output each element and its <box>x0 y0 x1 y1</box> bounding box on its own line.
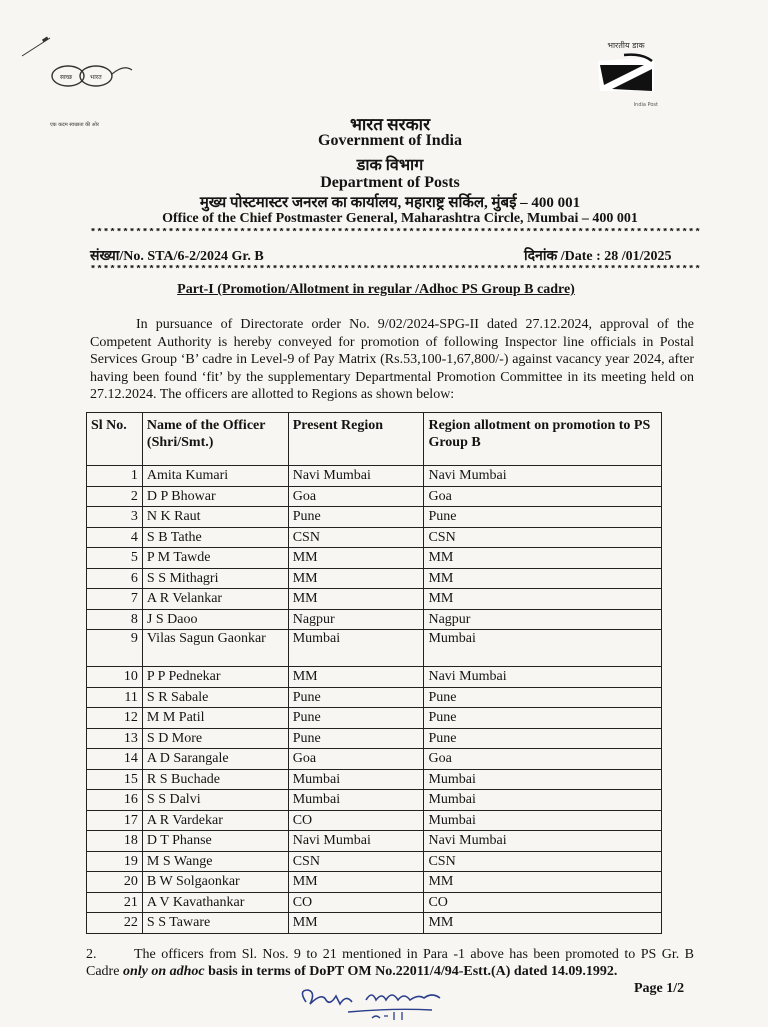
cell-present-region: CO <box>288 892 424 913</box>
cell-sl-no: 3 <box>87 507 143 528</box>
cell-sl-no: 21 <box>87 892 143 913</box>
cell-present-region: Navi Mumbai <box>288 466 424 487</box>
cell-sl-no: 22 <box>87 913 143 934</box>
cell-present-region: MM <box>288 872 424 893</box>
table-row <box>87 687 662 708</box>
cell-officer-name: B W Solgaonkar <box>142 872 288 893</box>
cell-region-allotment: CSN <box>424 527 662 548</box>
cell-sl-no: 18 <box>87 831 143 852</box>
cell-officer-name: Amita Kumari <box>142 466 288 487</box>
cell-present-region: MM <box>288 667 424 688</box>
table-row <box>87 630 662 667</box>
cell-region-allotment: CSN <box>424 851 662 872</box>
cell-officer-name: R S Buchade <box>142 769 288 790</box>
cell-sl-no: 5 <box>87 548 143 569</box>
cell-officer-name: Vilas Sagun Gaonkar <box>142 630 288 667</box>
signature-scribble-icon <box>292 982 462 1022</box>
table-row <box>87 872 662 893</box>
table-row <box>87 708 662 729</box>
cell-present-region: MM <box>288 589 424 610</box>
india-post-logo <box>594 40 658 108</box>
cell-region-allotment: MM <box>424 913 662 934</box>
reference-date: दिनांक /Date : 28 /01/2025 <box>524 249 672 264</box>
cell-region-allotment: Nagpur <box>424 609 662 630</box>
cell-sl-no: 1 <box>87 466 143 487</box>
cell-sl-no: 8 <box>87 609 143 630</box>
table-body <box>87 466 662 934</box>
cell-officer-name: P M Tawde <box>142 548 288 569</box>
allotment-table <box>86 412 662 934</box>
cell-officer-name: S S Taware <box>142 913 288 934</box>
cell-sl-no: 15 <box>87 769 143 790</box>
cell-present-region: Goa <box>288 486 424 507</box>
header-govt-english: Government of India <box>318 132 462 149</box>
cell-officer-name: A D Sarangale <box>142 749 288 770</box>
cell-region-allotment: Navi Mumbai <box>424 831 662 852</box>
table-row <box>87 609 662 630</box>
table-row <box>87 527 662 548</box>
cell-officer-name: D T Phanse <box>142 831 288 852</box>
cell-officer-name: P P Pednekar <box>142 667 288 688</box>
table-row <box>87 486 662 507</box>
cell-officer-name: J S Daoo <box>142 609 288 630</box>
cell-sl-no: 17 <box>87 810 143 831</box>
cell-region-allotment: Pune <box>424 507 662 528</box>
table-row <box>87 851 662 872</box>
cell-sl-no: 2 <box>87 486 143 507</box>
header-present-region: Present Region <box>288 413 424 466</box>
header-office-english: Office of the Chief Postmaster General, Maharashtra Circle, Mumbai – 400 001 <box>162 211 638 226</box>
cell-present-region: MM <box>288 548 424 569</box>
table-row <box>87 667 662 688</box>
cell-present-region: Pune <box>288 708 424 729</box>
cell-officer-name: S S Mithagri <box>142 568 288 589</box>
cell-region-allotment: Mumbai <box>424 769 662 790</box>
table-row <box>87 728 662 749</box>
cell-region-allotment: MM <box>424 548 662 569</box>
cell-present-region: CO <box>288 810 424 831</box>
header-dept-hindi: डाक विभाग <box>356 157 424 174</box>
cell-present-region: CSN <box>288 527 424 548</box>
cell-region-allotment: MM <box>424 589 662 610</box>
cell-sl-no: 13 <box>87 728 143 749</box>
swachh-tagline: एक कदम स्वच्छता की ओर <box>50 122 99 128</box>
cell-region-allotment: Mumbai <box>424 630 662 667</box>
cell-region-allotment: Pune <box>424 708 662 729</box>
cell-sl-no: 16 <box>87 790 143 811</box>
cell-present-region: Navi Mumbai <box>288 831 424 852</box>
cell-region-allotment: CO <box>424 892 662 913</box>
para-2-text-1: The officers from Sl. Nos. 9 to 21 mentioned in Para -1 above has been promoted to PS Gr. B Cadre <box>86 947 694 979</box>
cell-region-allotment: Mumbai <box>424 790 662 811</box>
india-post-hindi-label: भारतीय डाक <box>607 41 645 50</box>
header-officer-name: Name of the Officer (Shri/Smt.) <box>142 413 288 466</box>
table-row <box>87 589 662 610</box>
star-divider-bottom: ********************************************************************************************** <box>90 265 702 276</box>
india-post-emblem-icon <box>594 51 658 97</box>
cell-sl-no: 19 <box>87 851 143 872</box>
table-row <box>87 810 662 831</box>
cell-present-region: Mumbai <box>288 790 424 811</box>
cell-sl-no: 14 <box>87 749 143 770</box>
table-row <box>87 913 662 934</box>
table-row <box>87 790 662 811</box>
table-row <box>87 466 662 487</box>
cell-officer-name: S R Sabale <box>142 687 288 708</box>
table-row <box>87 749 662 770</box>
cell-officer-name: D P Bhowar <box>142 486 288 507</box>
reference-number: संख्या/No. STA/6-2/2024 Gr. B <box>90 249 264 264</box>
part-title: Part-I (Promotion/Allotment in regular /Adhoc PS Group B cadre) <box>177 282 575 297</box>
cell-sl-no: 7 <box>87 589 143 610</box>
logo-left-text-1: स्वच्छ <box>60 74 73 81</box>
cell-officer-name: M S Wange <box>142 851 288 872</box>
cell-officer-name: A R Vardekar <box>142 810 288 831</box>
para-2-emphasis: only on adhoc <box>122 964 205 979</box>
para-2 <box>86 946 694 980</box>
cell-region-allotment: Navi Mumbai <box>424 667 662 688</box>
cell-sl-no: 9 <box>87 630 143 667</box>
cell-present-region: Pune <box>288 728 424 749</box>
table-row <box>87 548 662 569</box>
logo-left-text-2: भारत <box>90 74 102 81</box>
para-2-text-2: basis in terms of DoPT OM No.22011/4/94-Estt.(A) dated 14.09.1992. <box>204 964 618 979</box>
star-divider-top: ********************************************************************************************** <box>90 228 702 239</box>
cell-present-region: MM <box>288 568 424 589</box>
cell-officer-name: A V Kavathankar <box>142 892 288 913</box>
india-post-english-label: India Post <box>633 102 658 108</box>
header-office-hindi: मुख्य पोस्टमास्टर जनरल का कार्यालय, महाराष्ट्र सर्किल, मुंबई – 400 001 <box>199 195 581 211</box>
table-row <box>87 892 662 913</box>
swachh-bharat-glasses-icon <box>20 34 140 94</box>
cell-officer-name: S B Tathe <box>142 527 288 548</box>
cell-region-allotment: Pune <box>424 687 662 708</box>
cell-sl-no: 10 <box>87 667 143 688</box>
cell-officer-name: N K Raut <box>142 507 288 528</box>
cell-officer-name: A R Velankar <box>142 589 288 610</box>
table-row <box>87 831 662 852</box>
cell-region-allotment: Goa <box>424 749 662 770</box>
intro-text: In pursuance of Directorate order No. 9/02/2024-SPG-II dated 27.12.2024, approval of the Competent Authority is hereby conveyed for promotion of following Inspector line officials in Postal Services Group ‘B’ cadre in Level-9 of Pay Matrix (Rs.53,100-1,67,800/-) against vacancy year 2024, after having been found ‘fit’ by the supplementary Departmental Promotion Committee in its meeting held on 27.12.2024. The officers are allotted to Regions as shown below: <box>90 317 694 402</box>
cell-sl-no: 20 <box>87 872 143 893</box>
cell-present-region: MM <box>288 913 424 934</box>
cell-region-allotment: Pune <box>424 728 662 749</box>
cell-region-allotment: Navi Mumbai <box>424 466 662 487</box>
intro-paragraph <box>90 316 694 404</box>
cell-present-region: Mumbai <box>288 769 424 790</box>
header-govt-hindi: भारत सरकार <box>349 115 431 134</box>
cell-sl-no: 11 <box>87 687 143 708</box>
cell-officer-name: M M Patil <box>142 708 288 729</box>
cell-present-region: Pune <box>288 687 424 708</box>
cell-sl-no: 4 <box>87 527 143 548</box>
cell-present-region: Goa <box>288 749 424 770</box>
table-row <box>87 507 662 528</box>
cell-region-allotment: MM <box>424 872 662 893</box>
table-row <box>87 769 662 790</box>
cell-present-region: Mumbai <box>288 630 424 667</box>
table-header-row <box>87 413 662 466</box>
cell-officer-name: S D More <box>142 728 288 749</box>
cell-region-allotment: MM <box>424 568 662 589</box>
cell-present-region: CSN <box>288 851 424 872</box>
cell-region-allotment: Goa <box>424 486 662 507</box>
cell-present-region: Pune <box>288 507 424 528</box>
cell-region-allotment: Mumbai <box>424 810 662 831</box>
table-row <box>87 568 662 589</box>
cell-present-region: Nagpur <box>288 609 424 630</box>
header-sl-no: Sl No. <box>87 413 143 466</box>
signature <box>292 982 462 1022</box>
header-dept-english: Department of Posts <box>320 174 460 191</box>
cell-officer-name: S S Dalvi <box>142 790 288 811</box>
cell-sl-no: 12 <box>87 708 143 729</box>
swachh-bharat-logo <box>20 34 140 128</box>
cell-sl-no: 6 <box>87 568 143 589</box>
header-region-allotment: Region allotment on promotion to PS Group B <box>424 413 662 466</box>
para-2-number: 2. <box>86 947 97 962</box>
page-number: Page 1/2 <box>634 981 685 996</box>
